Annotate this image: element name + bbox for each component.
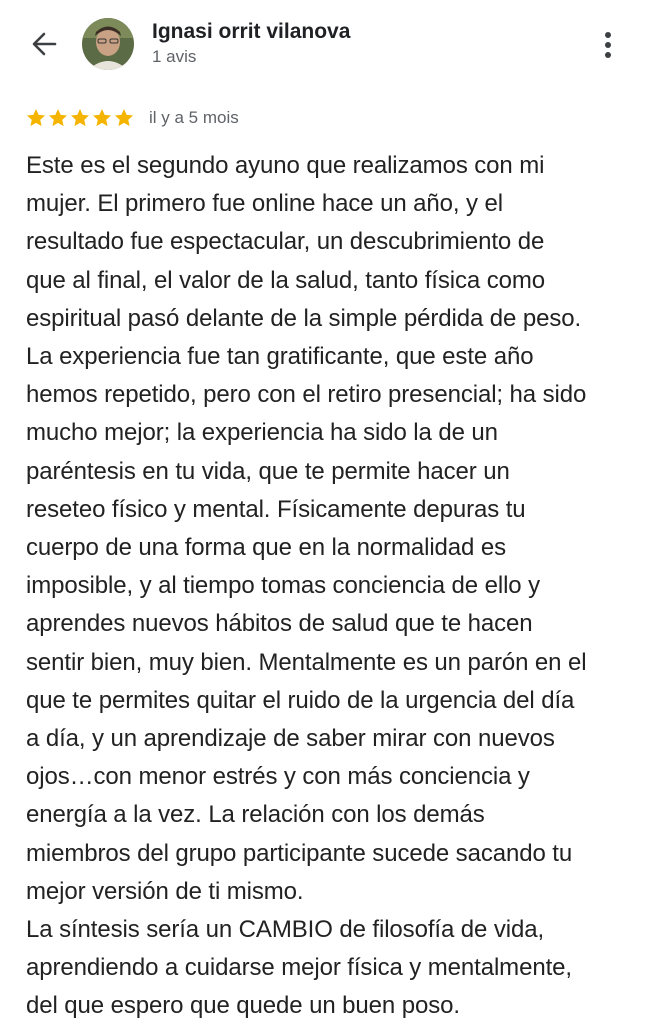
more-vert-icon: [596, 28, 620, 62]
review-line: resultado fue espectacular, un descubrimiento de: [26, 228, 545, 256]
review-header: [0, 0, 653, 90]
review-line: ojos…con menor estrés y con más conciencia y: [26, 763, 530, 791]
review-line: energía a la vez. La relación con los demás: [26, 801, 485, 829]
star-icon: [25, 107, 47, 129]
review-line: que al final, el valor de la salud, tanto física como: [26, 266, 545, 294]
review-line: espiritual pasó delante de la simple pérdida de peso.: [26, 304, 582, 332]
review-line: miembros del grupo participante sucede sacando tu: [26, 839, 573, 867]
star-icon: [47, 107, 69, 129]
review-line: sentir bien, muy bien. Mentalmente es un parón en el: [26, 648, 587, 676]
review-line: La experiencia fue tan gratificante, que este año: [26, 343, 534, 371]
review-line: mejor versión de ti mismo.: [26, 877, 304, 905]
arrow-back-icon: [28, 28, 60, 60]
review-line: reseteo físico y mental. Físicamente depuras tu: [26, 495, 526, 523]
star-icon: [69, 107, 91, 129]
review-count: 1 avis: [152, 47, 197, 66]
review-line: aprendiendo a cuidarse mejor física y mentalmente,: [26, 954, 572, 982]
avatar[interactable]: [82, 18, 134, 70]
star-icon: [91, 107, 113, 129]
review-line: hemos repetido, pero con el retiro presencial; ha sido: [26, 381, 587, 409]
reviewer-name[interactable]: Ignasi orrit vilanova: [152, 20, 351, 43]
rating-row: [25, 106, 239, 130]
review-line: La síntesis sería un CAMBIO de filosofía de vida,: [26, 916, 545, 944]
star-rating: [25, 107, 135, 129]
review-line: imposible, y al tiempo tomas conciencia de ello y: [26, 572, 541, 600]
review-line: a día, y un aprendizaje de saber mirar con nuevos: [26, 725, 555, 753]
review-line: paréntesis en tu vida, que te permite hacer un: [26, 457, 510, 485]
back-button[interactable]: [28, 28, 60, 60]
review-line: que te permites quitar el ruido de la urgencia del día: [26, 686, 575, 714]
review-text: [26, 147, 636, 1026]
review-line: cuerpo de una forma que en la normalidad es: [26, 534, 507, 562]
review-time: il y a 5 mois: [149, 108, 239, 127]
review-line: mujer. El primero fue online hace un año, y el: [26, 190, 504, 218]
review-line: Este es el segundo ayuno que realizamos con mi: [26, 152, 545, 179]
review-line: aprendes nuevos hábitos de salud que te hacen: [26, 610, 533, 638]
star-icon: [113, 107, 135, 129]
review-line: mucho mejor; la experiencia ha sido la de un: [26, 419, 498, 447]
more-options-button[interactable]: [596, 28, 620, 62]
review-line: del que espero que quede un buen poso.: [26, 992, 460, 1020]
